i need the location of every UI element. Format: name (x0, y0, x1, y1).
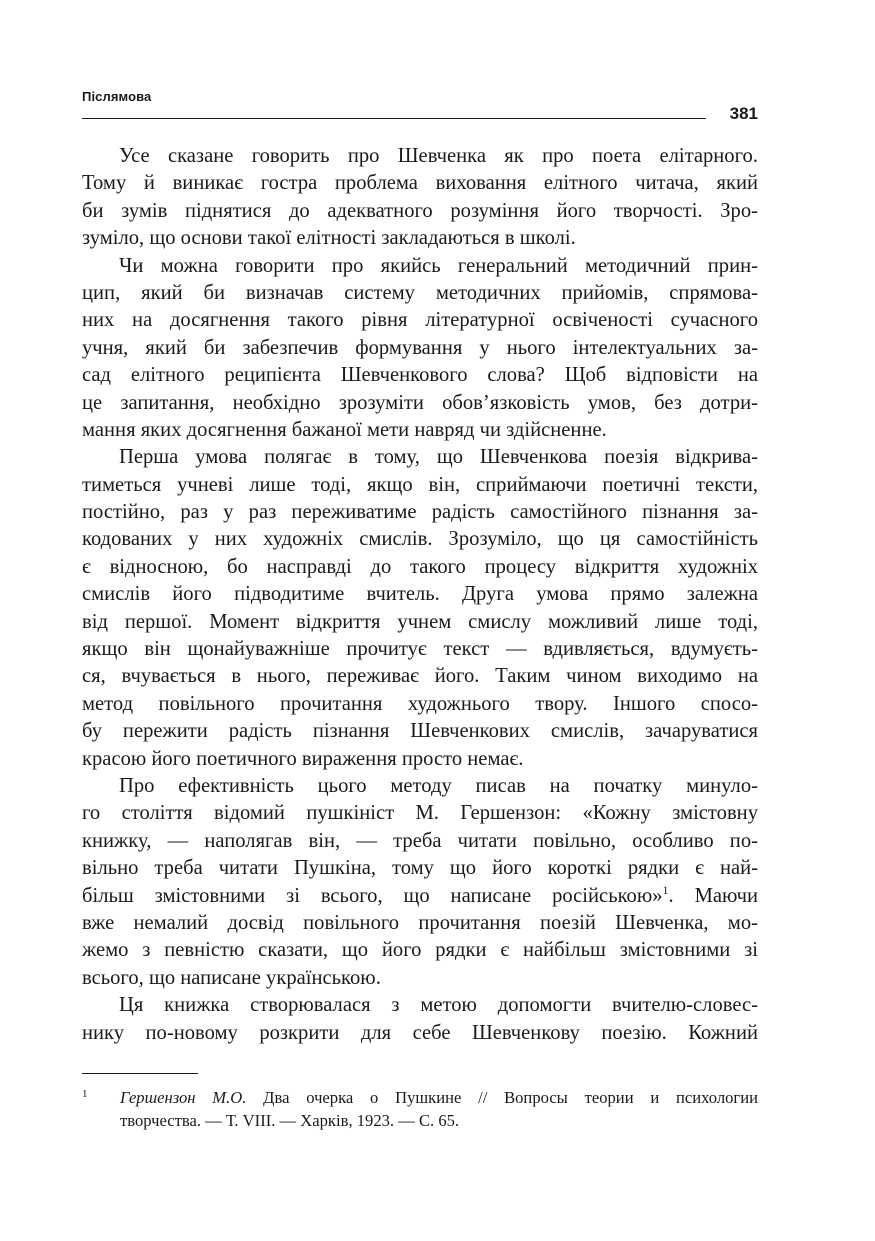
text-line: би зумів піднятися до адекватного розуміння його творчості. Зро- (82, 199, 758, 222)
text-line: від першої. Момент відкриття учнем смислу можливий лише тоді, (82, 610, 758, 633)
text-line: вільно треба читати Пушкіна, тому що його короткі рядки є най- (82, 857, 758, 880)
footnote-line: творчества. — Т. VIII. — Харків, 1923. — С. 65. (120, 1111, 460, 1130)
paragraph-1 (82, 143, 758, 253)
text-line: цип, який би визначав систему методичних прийомів, спрямова- (82, 281, 758, 304)
text-line: зуміло, що основи такої елітності закладаються в школі. (82, 227, 576, 250)
text-line: це запитання, необхідно зрозуміти обов’язковість умов, без дотри- (82, 391, 758, 414)
paragraph-5 (82, 992, 758, 1047)
footnote-reference[interactable]: 1 (662, 882, 669, 897)
text-line: ся, вчувається в нього, переживає його. Таким чином виходимо на (82, 665, 758, 688)
text-segment: . Маючи (668, 884, 758, 907)
footnote-author: Гершензон М.О. (120, 1088, 247, 1107)
paragraph-3 (82, 444, 758, 773)
text-segment: більш змістовними зі всього, що написане російською» (82, 884, 663, 907)
footnote-title: Два очерка о Пушкине // Вопросы теории и психологии (246, 1088, 758, 1107)
text-line: нику по-новому розкрити для себе Шевченкову поезію. Кожний (82, 1021, 758, 1044)
text-line: го століття відомий пушкініст М. Гершензон: «Кожну змістовну (82, 802, 758, 825)
header-rule (82, 118, 706, 119)
text-line: всього, що написане українською. (82, 966, 381, 989)
paragraph-2 (82, 253, 758, 445)
text-line: вже немалий досвід повільного прочитання поезій Шевченка, мо- (82, 911, 758, 934)
text-line: Чи можна говорити про якийсь генеральний методичний прин- (119, 254, 758, 277)
text-line: учня, який би забезпечив формування у нього інтелектуальних за- (82, 336, 758, 359)
text-line: мання яких досягнення бажаної мети навряд чи здійсненне. (82, 418, 607, 441)
footnote-line (120, 1086, 758, 1109)
page-number: 381 (729, 104, 758, 123)
text-line: постійно, раз у раз переживатиме радість самостійного пізнання за- (82, 501, 758, 524)
text-line: красою його поетичного вираження просто немає. (82, 747, 524, 770)
footnote-marker: 1 (82, 1088, 88, 1100)
body-text (82, 143, 758, 1047)
text-line: Тому й виникає гостра проблема виховання елітного читача, який (82, 172, 758, 195)
footnote-text (120, 1086, 758, 1132)
text-line: книжку, — наполягав він, — треба читати повільно, особливо по- (82, 829, 758, 852)
text-line: сад елітного реципієнта Шевченкового слова? Щоб відповісти на (82, 364, 758, 387)
text-line: кодованих у них художніх смислів. Зрозуміло, що ця самостійність (82, 528, 758, 551)
footnote (82, 1086, 758, 1132)
text-line: смислів його підводитиме вчитель. Друга умова прямо залежна (82, 583, 758, 606)
text-line: Перша умова полягає в тому, що Шевченкова поезія відкрива- (119, 446, 758, 469)
text-line: якщо він щонайуважніше прочитує текст — вдивляється, вдумуєть- (82, 638, 758, 661)
text-line: Про ефективність цього методу писав на початку минуло- (119, 774, 758, 797)
footnote-rule (82, 1073, 198, 1074)
text-line: Ця книжка створювалася з метою допомогти вчителю-словес- (119, 994, 758, 1017)
text-line: них на досягнення такого рівня літературної освіченості сучасного (82, 309, 758, 332)
text-line-with-footnote-ref (82, 883, 758, 910)
running-title: Післямова (82, 89, 152, 104)
text-line: метод повільного прочитання художнього твору. Іншого спосо- (82, 692, 758, 715)
text-line: є відносною, бо насправді до такого процесу відкриття художніх (82, 555, 758, 578)
paragraph-4 (82, 773, 758, 992)
text-line: жемо з певністю сказати, що його рядки є найбільш змістовними зі (82, 939, 758, 962)
text-line: Усе сказане говорить про Шевченка як про поета елітарного. (119, 145, 758, 167)
text-line: бу пережити радість пізнання Шевченкових смислів, зачаруватися (82, 720, 758, 743)
text-line: тиметься учневі лише тоді, якщо він, сприймаючи поетичні тексти, (82, 473, 758, 496)
